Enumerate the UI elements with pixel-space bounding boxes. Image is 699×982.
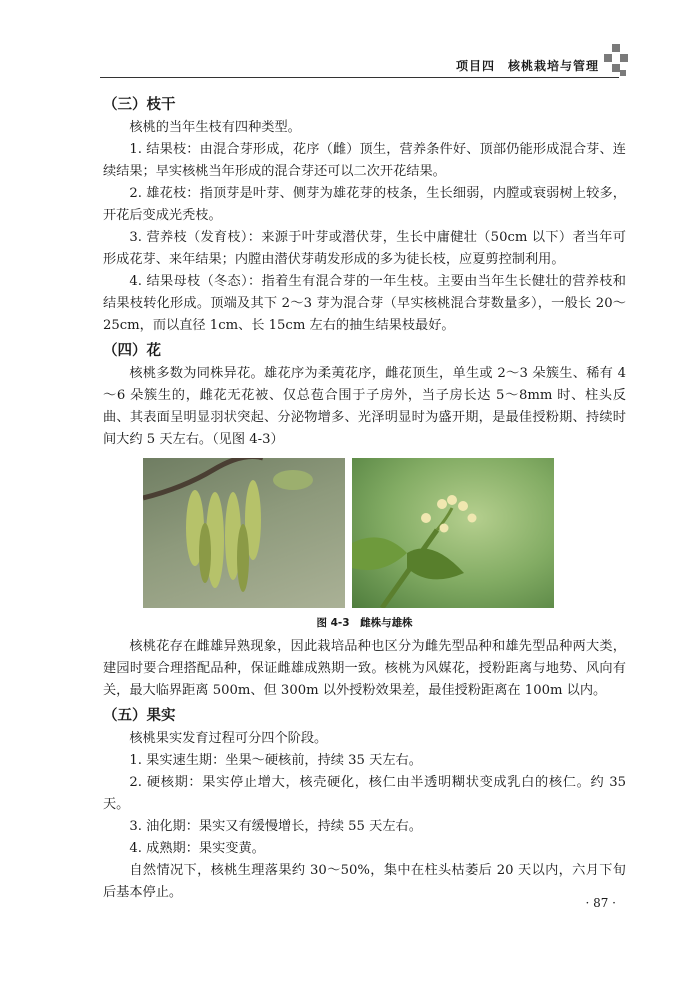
running-header — [100, 55, 619, 78]
paragraph: 1. 结果枝：由混合芽形成，花序（雌）顶生，营养条件好、顶部仍能形成混合芽、连续结果；早实核桃当年形成的混合芽还可以二次开花结果。 — [103, 142, 626, 179]
figure-4-3 — [103, 458, 626, 608]
paragraph: 核桃果实发育过程可分四个阶段。 — [129, 731, 328, 746]
paragraph: 自然情况下，核桃生理落果约 30～50%，集中在柱头枯萎后 20 天以内，六月下旬后基本停止。 — [103, 863, 626, 900]
corner-decoration — [604, 44, 628, 78]
female-flower-photo — [352, 458, 554, 608]
section-title-flowers: （四）花 — [103, 343, 161, 359]
paragraph: 2. 雄花枝：指顶芽是叶芽、侧芽为雄花芽的枝条，生长细弱，内膛或衰弱树上较多，开花后变成光秃枝。 — [103, 186, 626, 223]
header-title: 项目四 核桃栽培与管理 — [455, 59, 599, 73]
paragraph: 核桃的当年生枝有四种类型。 — [129, 120, 301, 135]
paragraph: 3. 油化期：果实又有缓慢增长，持续 55 天左右。 — [129, 819, 422, 834]
section-title-fruit: （五）果实 — [103, 708, 176, 724]
paragraph: 核桃花存在雌雄异熟现象，因此栽培品种也区分为雌先型品种和雄先型品种两大类，建园时要合理搭配品种，保证雌雄成熟期一致。核桃为风媒花，授粉距离与地势、风向有关，最大临界距离 500m、但 300m 以外授粉效果差，最佳授粉距离在 100m 以内。 — [103, 639, 626, 698]
main-content — [103, 93, 626, 904]
figure-caption: 图 4-3 雌株与雄株 — [316, 617, 413, 629]
paragraph: 2. 硬核期：果实停止增大，核壳硬化，核仁由半透明糊状变成乳白的核仁。约 35 天。 — [103, 775, 626, 812]
page-number: · 87 · — [585, 896, 616, 910]
paragraph: 核桃多数为同株异花。雄花序为柔荑花序，雌花顶生，单生或 2～3 朵簇生、稀有 4～6 朵簇生的，雌花无花被、仅总苞合围于子房外，当子房长达 5～8mm 时、柱头反曲、其表面呈明显羽状突起、分泌物增多、光泽明显时为盛开期，是最佳授粉期、持续时间大约 5 天左右。（见图 4-3） — [103, 366, 626, 447]
section-title-branches: （三）枝干 — [103, 97, 176, 113]
paragraph: 3. 营养枝（发育枝）：来源于叶芽或潜伏芽，生长中庸健壮（50cm 以下）者当年可形成花芽、来年结果；内膛由潜伏芽萌发形成的多为徒长枝，应夏剪控制利用。 — [103, 230, 626, 267]
paragraph: 4. 结果母枝（冬态）：指着生有混合芽的一年生枝。主要由当年生长健壮的营养枝和结果枝转化形成。顶端及其下 2～3 芽为混合芽（早实核桃混合芽数量多），一般长 20～25cm，而以直径 1cm、长 15cm 左右的抽生结果枝最好。 — [103, 274, 626, 333]
paragraph: 1. 果实速生期：坐果～硬核前，持续 35 天左右。 — [129, 753, 422, 768]
paragraph: 4. 成熟期：果实变黄。 — [129, 841, 265, 856]
male-catkin-photo — [143, 458, 345, 608]
